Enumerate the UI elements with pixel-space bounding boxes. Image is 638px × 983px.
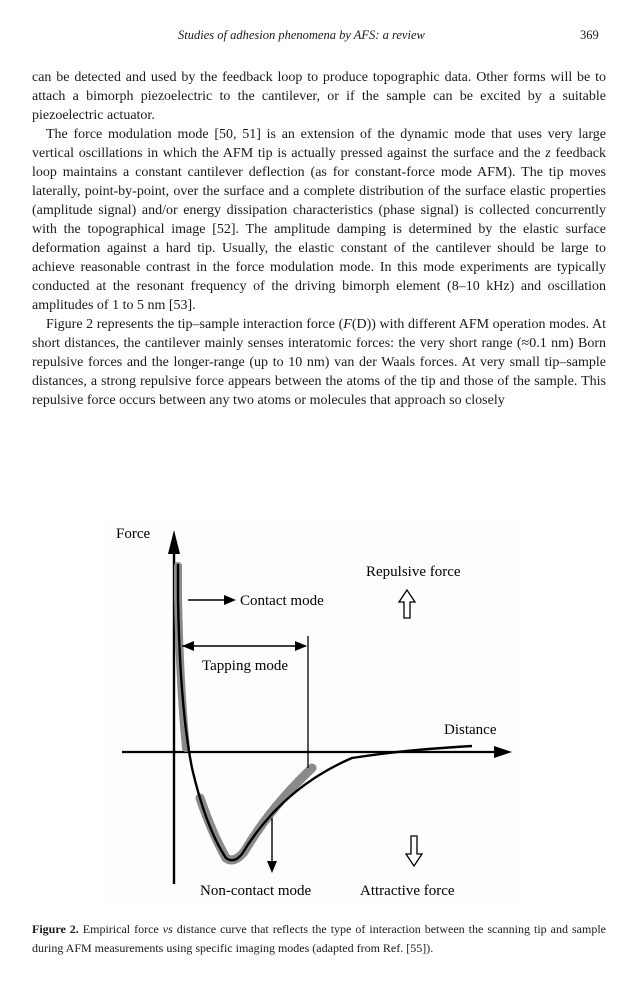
- non-contact-mode-label: Non-contact mode: [200, 883, 312, 899]
- paragraph-3: [32, 315, 606, 410]
- paragraph-2: [32, 125, 606, 315]
- page-number: 369: [580, 28, 599, 42]
- paragraph-3-f-symbol: F: [343, 317, 352, 332]
- repulsive-force-label: Repulsive force: [366, 564, 461, 580]
- paragraph-3-part-a: Figure 2 represents the tip–sample interaction force (: [46, 317, 344, 332]
- x-axis-label: Distance: [444, 722, 497, 738]
- body-text: [32, 68, 606, 410]
- contact-mode-label: Contact mode: [240, 593, 324, 609]
- paragraph-1: can be detected and used by the feedback loop to produce topographic data. Other forms will be to attach a bimorph piezoelectric to the cantilever, or if the sample can be excited by a suitable piezoelectric actuator.: [32, 70, 606, 123]
- paragraph-2-part-b: feedback loop maintains a constant cantilever deflection (as for constant-force mode AFM). The tip moves laterally, point-by-point, over the surface and a complete distribution of the surface elastic properties (amplitude signal) and/or energy dissipation characteristics (phase signal) is collected concurrently with the topographical image [52]. The amplitude damping is determined by the elastic surface deformation against a hard tip. Usually, the elastic constant of the cantilever should be large to achieve reasonable contrast in the force modulation mode. In this mode experiments are typically conducted at the resonant frequency of the driving bimorph element (8–10 kHz) and oscillation amplitudes of 1 to 5 nm [53].: [32, 146, 606, 313]
- y-axis-label: Force: [116, 526, 151, 542]
- paragraph-3-part-b: (D)) with different AFM operation modes. At short distances, the cantilever mainly senses interatomic forces: the very short range (≈0.1 nm) Born repulsive forces and the longer-range (up to 10 nm) van der Waals forces. At very small tip–sample distances, a strong repulsive force appears between the atoms of the tip and those of the sample. This repulsive force occurs between any two atoms or molecules that approach so closely: [32, 317, 606, 408]
- running-header: [0, 28, 638, 48]
- caption-label: Figure 2.: [32, 922, 79, 936]
- paragraph-2-z-symbol: z: [545, 146, 551, 161]
- force-distance-diagram: [102, 518, 522, 902]
- caption-text-a: Empirical force: [78, 922, 163, 936]
- caption-vs: vs: [162, 922, 173, 936]
- paragraph-2-part-a: The force modulation mode [50, 51] is an extension of the dynamic mode that uses very large vertical oscillations in which the AFM tip is actually pressed against the surface and the: [32, 127, 606, 161]
- figure-caption: [32, 920, 606, 958]
- running-title: Studies of adhesion phenomena by AFS: a review: [178, 28, 425, 42]
- caption-text-b: distance curve that reflects the type of interaction between the scanning tip and sample during AFM measurements using specific imaging modes (adapted from Ref. [55]).: [32, 922, 606, 955]
- figure-2: [102, 518, 522, 902]
- tapping-mode-label: Tapping mode: [202, 658, 289, 674]
- attractive-force-label: Attractive force: [360, 883, 455, 899]
